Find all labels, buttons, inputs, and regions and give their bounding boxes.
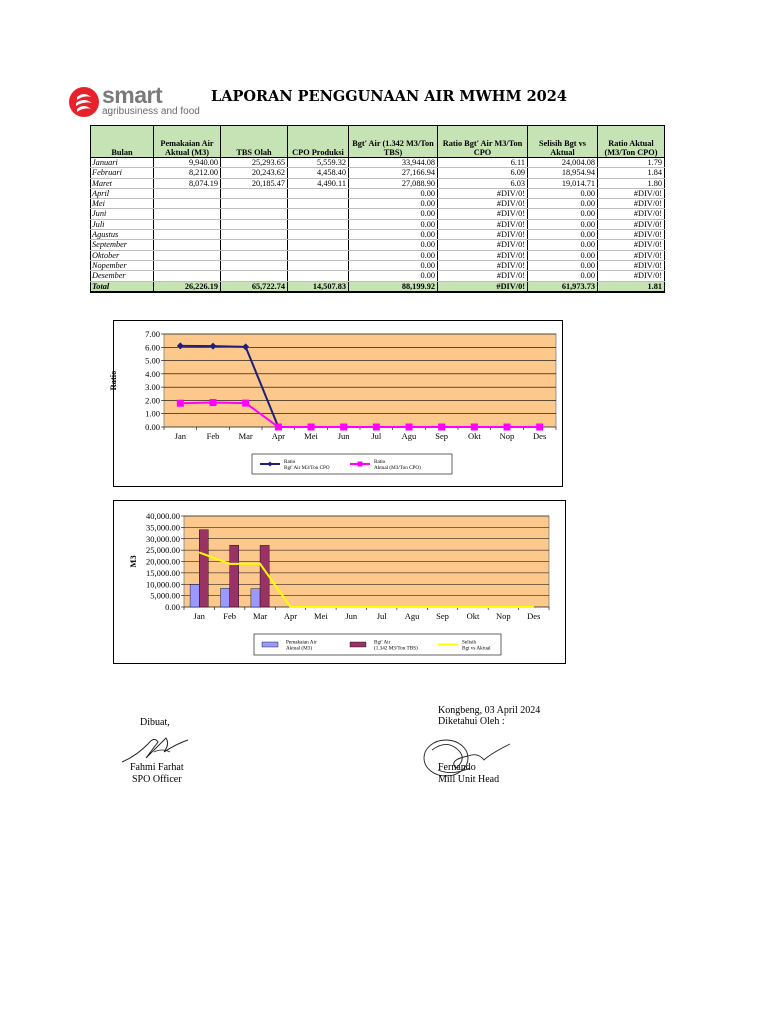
logo-wordmark: smart xyxy=(102,82,163,108)
month-cell: Total xyxy=(91,281,154,292)
value-cell xyxy=(154,219,221,229)
x-tick-label: Des xyxy=(527,611,541,621)
value-cell: 27,088.90 xyxy=(349,178,438,188)
y-tick-label: 5.00 xyxy=(145,355,160,366)
ratio-chart xyxy=(108,320,563,487)
x-tick-label: Agu xyxy=(404,611,420,621)
table-row xyxy=(91,240,665,250)
value-cell: 0.00 xyxy=(528,240,598,250)
data-point xyxy=(340,424,347,431)
value-cell: 0.00 xyxy=(528,230,598,240)
value-cell: 88,199.92 xyxy=(349,281,438,292)
x-tick-label: Okt xyxy=(467,431,481,441)
value-cell xyxy=(154,271,221,281)
total-row xyxy=(91,281,665,292)
report-title: LAPORAN PENGGUNAAN AIR MWHM 2024 xyxy=(211,88,567,105)
value-cell xyxy=(221,260,288,270)
value-cell: 0.00 xyxy=(349,219,438,229)
month-cell: Desember xyxy=(91,271,154,281)
y-tick-label: 40,000.00 xyxy=(146,511,180,521)
value-cell: 26,226.19 xyxy=(154,281,221,292)
y-tick-label: 30,000.00 xyxy=(146,533,180,544)
data-point xyxy=(536,424,543,431)
value-cell xyxy=(154,199,221,209)
value-cell: 18,954.94 xyxy=(528,168,598,178)
value-cell: 27,166.94 xyxy=(349,168,438,178)
col-header: Bulan xyxy=(91,126,154,158)
legend-swatch xyxy=(350,642,366,647)
data-point xyxy=(504,424,511,431)
x-tick-label: Sep xyxy=(435,431,449,441)
col-header: Selisih Bgt vs Aktual xyxy=(528,126,598,158)
col-header: Bgt' Air (1.342 M3/Ton TBS) xyxy=(349,126,438,158)
legend-swatch xyxy=(262,642,278,647)
x-tick-label: Nop xyxy=(496,611,511,621)
m3-chart-svg xyxy=(114,501,565,663)
value-cell: 0.00 xyxy=(349,271,438,281)
value-cell: #DIV/0! xyxy=(438,250,528,260)
data-point xyxy=(406,424,413,431)
value-cell: 9,940.00 xyxy=(154,158,221,168)
table-row xyxy=(91,219,665,229)
value-cell: #DIV/0! xyxy=(438,230,528,240)
sig-right-name: Fernando xyxy=(438,762,476,773)
value-cell xyxy=(154,209,221,219)
value-cell: 20,243.62 xyxy=(221,168,288,178)
value-cell: 61,973.73 xyxy=(528,281,598,292)
data-point xyxy=(210,399,217,406)
sig-left-role: SPO Officer xyxy=(132,774,182,785)
value-cell: #DIV/0! xyxy=(438,219,528,229)
x-tick-label: Jun xyxy=(345,611,358,621)
sig-left-name: Fahmi Farhat xyxy=(130,762,184,773)
value-cell: 1.79 xyxy=(598,158,665,168)
legend-label: (1.342 M3/Ton TBS) xyxy=(374,645,418,652)
logo-tagline: agribusiness and food xyxy=(102,106,200,117)
legend-label: Bgt' Air M3/Ton CPO xyxy=(284,465,330,471)
value-cell: 4,458.40 xyxy=(288,168,349,178)
value-cell: 4,490.11 xyxy=(288,178,349,188)
y-tick-label: 7.00 xyxy=(145,329,160,339)
bar xyxy=(190,584,199,607)
sig-right-label: Diketahui Oleh : xyxy=(438,716,505,727)
signature-left-image xyxy=(118,722,193,767)
value-cell xyxy=(154,250,221,260)
x-tick-label: Apr xyxy=(271,431,285,441)
value-cell: #DIV/0! xyxy=(438,240,528,250)
value-cell: 0.00 xyxy=(528,260,598,270)
month-cell: Maret xyxy=(91,178,154,188)
value-cell xyxy=(221,271,288,281)
value-cell: #DIV/0! xyxy=(438,199,528,209)
y-tick-label: 6.00 xyxy=(145,342,160,353)
legend-label: Ratio xyxy=(284,459,296,465)
x-tick-label: Jun xyxy=(337,431,350,441)
value-cell xyxy=(154,230,221,240)
value-cell: 6.09 xyxy=(438,168,528,178)
data-point xyxy=(471,424,478,431)
bar xyxy=(251,589,260,607)
x-tick-label: Des xyxy=(533,431,547,441)
month-cell: April xyxy=(91,188,154,198)
y-tick-label: 25,000.00 xyxy=(146,545,180,556)
table-row xyxy=(91,199,665,209)
value-cell xyxy=(288,199,349,209)
value-cell: 0.00 xyxy=(528,271,598,281)
y-tick-label: 1.00 xyxy=(145,408,160,419)
value-cell: #DIV/0! xyxy=(438,209,528,219)
value-cell: #DIV/0! xyxy=(438,188,528,198)
value-cell: #DIV/0! xyxy=(438,281,528,292)
value-cell: 0.00 xyxy=(349,188,438,198)
value-cell xyxy=(221,188,288,198)
legend-label: Bgt' Air xyxy=(374,639,391,646)
value-cell: 19,014.71 xyxy=(528,178,598,188)
value-cell: 33,944.08 xyxy=(349,158,438,168)
data-point xyxy=(373,424,380,431)
value-cell: #DIV/0! xyxy=(438,260,528,270)
value-cell xyxy=(288,240,349,250)
month-cell: Februari xyxy=(91,168,154,178)
table-header-row xyxy=(91,126,665,158)
table-row xyxy=(91,260,665,270)
data-point xyxy=(275,424,282,431)
value-cell: 0.00 xyxy=(528,219,598,229)
y-axis-label: Ratio xyxy=(108,370,118,391)
value-cell: 25,293.65 xyxy=(221,158,288,168)
value-cell: 65,722.74 xyxy=(221,281,288,292)
table-row xyxy=(91,168,665,178)
value-cell: 0.00 xyxy=(349,240,438,250)
x-tick-label: Nop xyxy=(499,431,515,441)
value-cell: 6.03 xyxy=(438,178,528,188)
x-tick-label: Mei xyxy=(314,611,328,621)
x-tick-label: Sep xyxy=(436,611,449,621)
value-cell xyxy=(154,260,221,270)
value-cell: 0.00 xyxy=(349,260,438,270)
y-tick-label: 4.00 xyxy=(145,368,160,379)
value-cell xyxy=(221,209,288,219)
value-cell: #DIV/0! xyxy=(598,240,665,250)
value-cell xyxy=(221,230,288,240)
value-cell xyxy=(288,260,349,270)
y-tick-label: 3.00 xyxy=(145,382,160,393)
data-point xyxy=(177,400,184,407)
x-tick-label: Feb xyxy=(223,611,236,621)
plot-area xyxy=(164,334,556,427)
value-cell: 14,507.83 xyxy=(288,281,349,292)
y-tick-label: 10,000.00 xyxy=(146,579,180,590)
water-usage-table xyxy=(90,125,665,293)
col-header: TBS Olah xyxy=(221,126,288,158)
y-tick-label: 35,000.00 xyxy=(146,522,180,533)
x-tick-label: Apr xyxy=(283,611,298,621)
bar xyxy=(221,588,230,607)
col-header: CPO Produksi xyxy=(288,126,349,158)
y-tick-label: 20,000.00 xyxy=(146,556,180,567)
value-cell: 0.00 xyxy=(349,209,438,219)
m3-chart xyxy=(113,500,566,664)
table-row xyxy=(91,158,665,168)
x-tick-label: Mei xyxy=(304,431,318,441)
y-tick-label: 5,000.00 xyxy=(150,590,180,601)
table-row xyxy=(91,178,665,188)
legend-label: Ratio xyxy=(374,459,386,465)
value-cell: 1.81 xyxy=(598,281,665,292)
value-cell: #DIV/0! xyxy=(598,209,665,219)
ratio-chart-svg xyxy=(108,321,562,486)
y-tick-label: 0.00 xyxy=(145,422,160,432)
value-cell: #DIV/0! xyxy=(598,230,665,240)
value-cell xyxy=(288,271,349,281)
table-row xyxy=(91,230,665,240)
value-cell: 0.00 xyxy=(349,250,438,260)
value-cell: 1.80 xyxy=(598,178,665,188)
value-cell xyxy=(288,250,349,260)
value-cell: 5,559.32 xyxy=(288,158,349,168)
value-cell xyxy=(221,219,288,229)
table-row xyxy=(91,271,665,281)
value-cell: 20,185.47 xyxy=(221,178,288,188)
y-tick-label: 2.00 xyxy=(145,395,160,406)
x-tick-label: Okt xyxy=(466,611,480,621)
value-cell xyxy=(288,230,349,240)
x-tick-label: Jul xyxy=(371,431,382,441)
x-tick-label: Jul xyxy=(376,611,387,621)
value-cell xyxy=(221,199,288,209)
sig-right-role: Mill Unit Head xyxy=(438,774,500,785)
value-cell: #DIV/0! xyxy=(598,188,665,198)
bar xyxy=(230,545,239,607)
value-cell: 1.84 xyxy=(598,168,665,178)
bar xyxy=(199,530,208,607)
value-cell: #DIV/0! xyxy=(598,271,665,281)
x-tick-label: Mar xyxy=(252,611,268,621)
month-cell: Nopember xyxy=(91,260,154,270)
value-cell: 24,004.08 xyxy=(528,158,598,168)
value-cell: 0.00 xyxy=(349,199,438,209)
x-tick-label: Jan xyxy=(193,611,205,621)
x-tick-label: Mar xyxy=(238,431,253,441)
table-row xyxy=(91,188,665,198)
value-cell: 0.00 xyxy=(349,230,438,240)
x-tick-label: Feb xyxy=(206,431,220,441)
y-tick-label: 15,000.00 xyxy=(146,567,180,578)
month-cell: Januari xyxy=(91,158,154,168)
value-cell xyxy=(221,240,288,250)
col-header: Ratio Aktual (M3/Ton CPO) xyxy=(598,126,665,158)
col-header: Ratio Bgt' Air M3/Ton CPO xyxy=(438,126,528,158)
legend-label: Aktual (M3) xyxy=(286,645,313,652)
y-axis-label: M3 xyxy=(128,555,138,568)
month-cell: Agustus xyxy=(91,230,154,240)
x-tick-label: Agu xyxy=(401,431,417,441)
value-cell xyxy=(288,219,349,229)
col-header: Pemakaian Air Aktual (M3) xyxy=(154,126,221,158)
value-cell: 0.00 xyxy=(528,250,598,260)
sig-left-label: Dibuat, xyxy=(140,717,170,728)
value-cell: #DIV/0! xyxy=(438,271,528,281)
value-cell: 8,212.00 xyxy=(154,168,221,178)
data-point xyxy=(438,424,445,431)
legend-label: Bgt vs Aktual xyxy=(462,645,491,652)
legend-label: Pemakaian Air xyxy=(286,639,317,646)
value-cell: 6.11 xyxy=(438,158,528,168)
table-row xyxy=(91,209,665,219)
legend-marker xyxy=(358,462,363,467)
value-cell: #DIV/0! xyxy=(598,260,665,270)
value-cell: 0.00 xyxy=(528,188,598,198)
value-cell xyxy=(154,240,221,250)
value-cell: 0.00 xyxy=(528,199,598,209)
value-cell: 8,074.19 xyxy=(154,178,221,188)
value-cell xyxy=(288,209,349,219)
month-cell: Juli xyxy=(91,219,154,229)
y-tick-label: 0.00 xyxy=(165,602,180,612)
value-cell: #DIV/0! xyxy=(598,219,665,229)
legend-label: Aktual (M3/Ton CPO) xyxy=(374,465,421,471)
value-cell: #DIV/0! xyxy=(598,199,665,209)
value-cell: #DIV/0! xyxy=(598,250,665,260)
value-cell: 0.00 xyxy=(528,209,598,219)
month-cell: Mei xyxy=(91,199,154,209)
month-cell: Oktober xyxy=(91,250,154,260)
legend-label: Selisih xyxy=(462,639,477,646)
data-point xyxy=(308,424,315,431)
x-tick-label: Jan xyxy=(174,431,187,441)
data-point xyxy=(242,400,249,407)
value-cell xyxy=(154,188,221,198)
value-cell xyxy=(288,188,349,198)
value-cell xyxy=(221,250,288,260)
month-cell: September xyxy=(91,240,154,250)
sig-right-place-date: Kongbeng, 03 April 2024 xyxy=(438,705,541,716)
month-cell: Juni xyxy=(91,209,154,219)
table-row xyxy=(91,250,665,260)
